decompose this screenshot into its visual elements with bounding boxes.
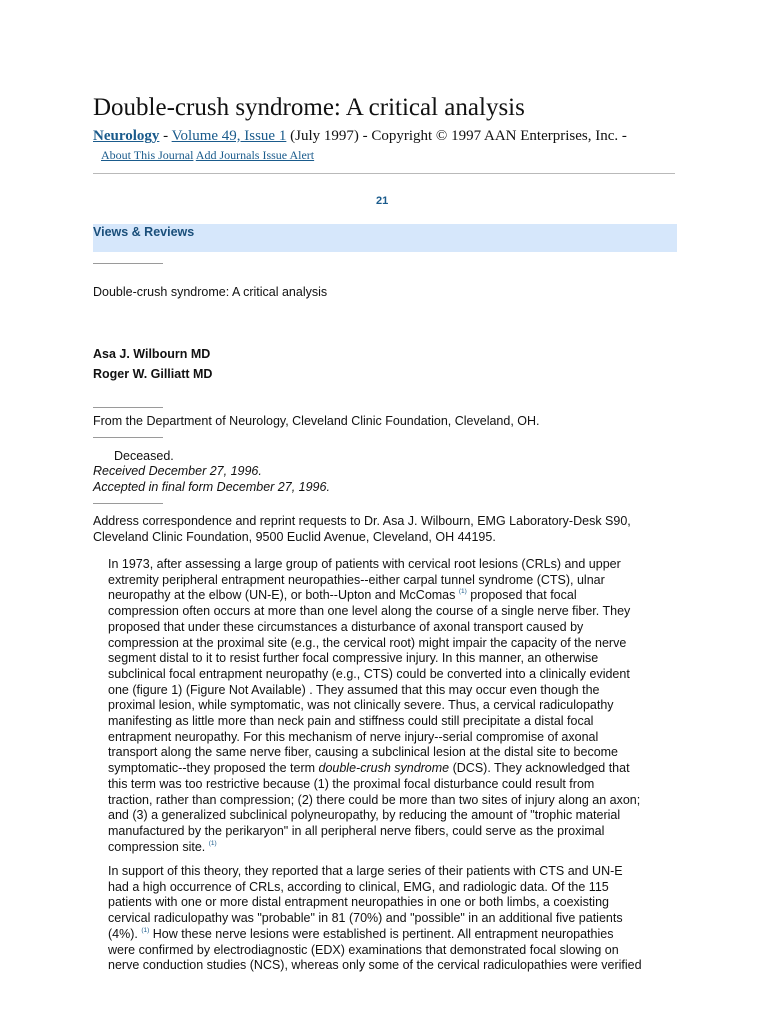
paragraph-line: segment distal to it to resist further focal compressive injury. In this manner, an otherwise [108, 651, 599, 666]
text-run: symptomatic--they proposed the term [108, 761, 319, 776]
paragraph-line: patients with one or more distal entrapment neuropathies in one or both limbs, a coexisting [108, 895, 609, 910]
author-name: Asa J. Wilbourn MD [93, 347, 211, 361]
paragraph-line: compression often occurs at more than one level along the course of a single nerve fiber. They [108, 604, 631, 619]
paragraph-line: proposed that under these circumstances a disturbance of axonal transport caused by [108, 619, 584, 634]
paragraph-line: had a high occurrence of CRLs, according to clinical, EMG, and radiologic data. Of the 115 [108, 879, 609, 894]
paragraph-line [108, 927, 668, 943]
paragraph-line [108, 840, 668, 856]
paragraph-line: compression at the proximal site (e.g., the cervical root) might impair the capacity of the nerve [108, 635, 627, 650]
reference-link[interactable]: (1) [208, 839, 217, 847]
paragraph-line: manufactured by the perikaryon" in all peripheral nerve fibers, could serve as the proximal [108, 823, 605, 838]
citation-line [93, 126, 627, 146]
short-divider [93, 407, 163, 408]
section-banner [93, 224, 677, 252]
paragraph-line: entrapment neuropathy. For this mechanism of nerve injury--serial compromise of axonal [108, 729, 599, 744]
short-divider [93, 263, 163, 264]
text-run: (DCS). They acknowledged that [449, 761, 630, 776]
author-name: Roger W. Gilliatt MD [93, 367, 213, 381]
term-emphasis: double-crush syndrome [318, 761, 450, 776]
article-title: Double-crush syndrome: A critical analysis [93, 94, 525, 121]
section-title: Views & Reviews [93, 225, 195, 239]
short-divider [93, 503, 163, 504]
text-run: neuropathy at the elbow (UN-E), or both--Upton and McComas [108, 588, 459, 603]
paragraph-line: extremity peripheral entrapment neuropathies--either carpal tunnel syndrome (CTS), ulnar [108, 572, 605, 587]
address-line: Address correspondence and reprint requests to Dr. Asa J. Wilbourn, EMG Laboratory-Desk S90, [93, 514, 631, 528]
reference-link[interactable]: (1) [458, 588, 467, 596]
paragraph-line: cervical radiculopathy was "probable" in 81 (70%) and "possible" in an additional five patients [108, 911, 623, 926]
paragraph-line: traction, rather than compression; (2) there could be more than two sites of injury along an axon; [108, 792, 641, 807]
text-run: (4%). [108, 926, 142, 941]
journal-link[interactable]: Neurology [93, 128, 160, 144]
paragraph-line: In 1973, after assessing a large group of patients with cervical root lesions (CRLs) and upper [108, 557, 621, 571]
paragraph-line: this term was too restrictive because (1) the proximal focal disturbance could result from [108, 776, 595, 791]
paragraph-line: In support of this theory, they reported that a large series of their patients with CTS and UN-E [108, 864, 623, 878]
text-run: proposed that focal [466, 588, 577, 603]
paragraph-line: nerve conduction studies (NCS), whereas only some of the cervical radiculopathies were verified [108, 958, 642, 973]
text-run: How these nerve lesions were established is pertinent. All entrapment neuropathies [149, 926, 614, 941]
paragraph-line [108, 761, 668, 777]
paragraph-line [108, 588, 668, 604]
affiliation: From the Department of Neurology, Cleveland Clinic Foundation, Cleveland, OH. [93, 414, 540, 428]
paragraph-line: manifesting as little more than neck pain and stiffness could still precipitate a distal focal [108, 714, 594, 729]
paragraph-line: proximal lesion, while symptomatic, was not clinically severe. Thus, a cervical radiculopathy [108, 698, 614, 713]
body-paragraph [108, 557, 668, 855]
paragraph-line: one (figure 1) (Figure Not Available) . They assumed that this may occur even though the [108, 682, 600, 697]
citation-separator: - [159, 128, 172, 144]
about-journal-link[interactable]: About This Journal [101, 148, 194, 162]
paragraph-line: and (3) a generalized subclinical polyneuropathy, by reducing the amount of "trophic material [108, 808, 621, 823]
header-divider [93, 173, 675, 174]
page-number: 21 [376, 195, 389, 207]
correspondence-address [93, 513, 673, 545]
address-line: Cleveland Clinic Foundation, 9500 Euclid Avenue, Cleveland, OH 44195. [93, 530, 496, 544]
deceased-note: Deceased. [114, 449, 174, 463]
paragraph-line: transport along the same nerve fiber, causing a subclinical lesion at the distal site to become [108, 745, 619, 760]
issue-alert-link[interactable]: Add Journals Issue Alert [195, 148, 315, 162]
paragraph-line: subclinical focal entrapment neuropathy (e.g., CTS) could be converted into a clinically evident [108, 666, 630, 681]
journal-links [101, 147, 314, 163]
short-divider [93, 437, 163, 438]
accepted-date: Accepted in final form December 27, 1996. [93, 480, 330, 494]
paragraph-line: were confirmed by electrodiagnostic (EDX) examinations that demonstrated focal slowing on [108, 942, 619, 957]
volume-issue-link[interactable]: Volume 49, Issue 1 [171, 128, 287, 144]
date-copyright: (July 1997) - Copyright © 1997 AAN Enterprises, Inc. - [286, 128, 627, 144]
received-date: Received December 27, 1996. [93, 464, 262, 478]
article-subtitle: Double-crush syndrome: A critical analysis [93, 285, 328, 299]
body-paragraph [108, 864, 668, 974]
text-run: compression site. [108, 839, 209, 854]
reference-link[interactable]: (1) [141, 926, 150, 934]
